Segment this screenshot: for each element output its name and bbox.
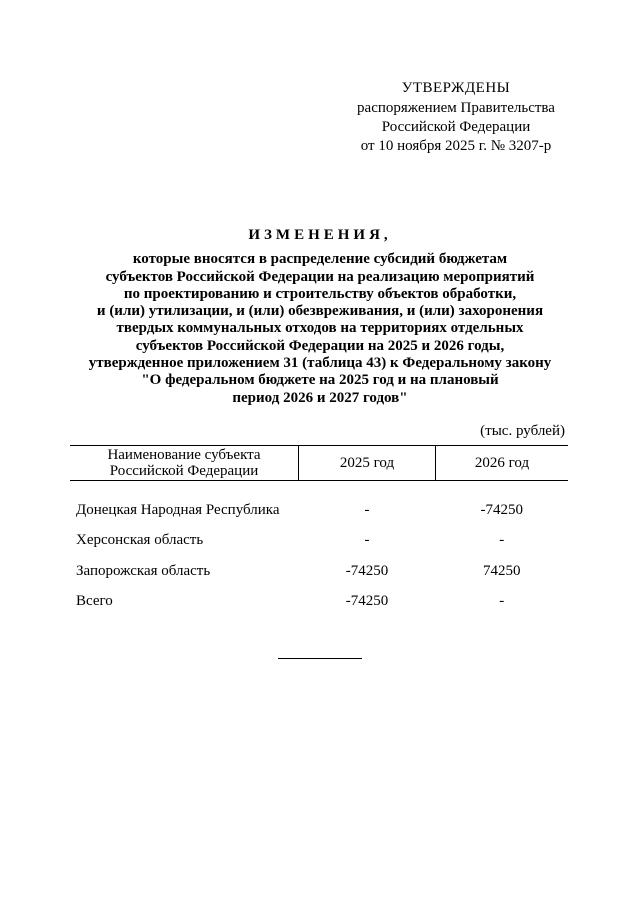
row-2026: -	[499, 532, 505, 549]
table-row	[70, 481, 568, 526]
row-2026: -74250	[480, 501, 523, 518]
header-subject	[70, 446, 299, 481]
title-line: субъектов Российской Федерации на реализацию мероприятий	[105, 268, 535, 285]
title-line: которые вносятся в распределение субсидий бюджетам	[132, 251, 508, 268]
header-2025: 2025 год	[299, 446, 436, 481]
title-line: "О федеральном бюджете на 2025 год и на плановый	[141, 372, 499, 389]
title-heading: ИЗМЕНЕНИЯ,	[248, 227, 392, 243]
row-subject: Донецкая Народная Республика	[76, 501, 280, 518]
approval-heading: УТВЕРЖДЕНЫ	[401, 80, 511, 96]
title-line: и (или) утилизации, и (или) обезвреживания, и (или) захоронения	[96, 303, 544, 320]
title-line: период 2026 и 2027 годов"	[232, 389, 408, 406]
row-2025: -74250	[345, 562, 389, 579]
title-line: твердых коммунальных отходов на территориях отдельных	[116, 320, 524, 337]
header-2026: 2026 год	[436, 446, 569, 481]
row-subject: Херсонская область	[76, 532, 204, 549]
header-subject-line: Российской Федерации	[109, 463, 259, 479]
row-2025: -	[364, 501, 370, 518]
approval-line: Российской Федерации	[381, 119, 531, 135]
table-row	[70, 556, 568, 587]
row-subject: Запорожская область	[76, 562, 211, 579]
document-title	[64, 227, 576, 407]
title-line: утвержденное приложением 31 (таблица 43) к Федеральному закону	[88, 355, 552, 372]
title-line: по проектированию и строительству объектов обработки,	[123, 285, 517, 302]
approval-line: от 10 ноября 2025 г. № 3207-р	[360, 138, 552, 154]
table-row	[70, 526, 568, 557]
subsidy-table	[70, 445, 568, 617]
row-2026: 74250	[483, 562, 521, 579]
units-label: (тыс. рублей)	[480, 423, 565, 439]
header-subject-line: Наименование субъекта	[107, 447, 261, 463]
approval-block	[340, 79, 572, 156]
table-header-row	[70, 446, 568, 481]
row-2025: -	[364, 532, 370, 549]
table-row-total	[70, 587, 568, 618]
end-divider	[278, 658, 362, 659]
title-line: субъектов Российской Федерации на 2025 и 2026 годы,	[135, 337, 505, 354]
row-2025: -74250	[345, 593, 389, 610]
row-subject: Всего	[76, 593, 113, 610]
row-2026: -	[499, 593, 505, 610]
approval-line: распоряжением Правительства	[357, 100, 555, 116]
